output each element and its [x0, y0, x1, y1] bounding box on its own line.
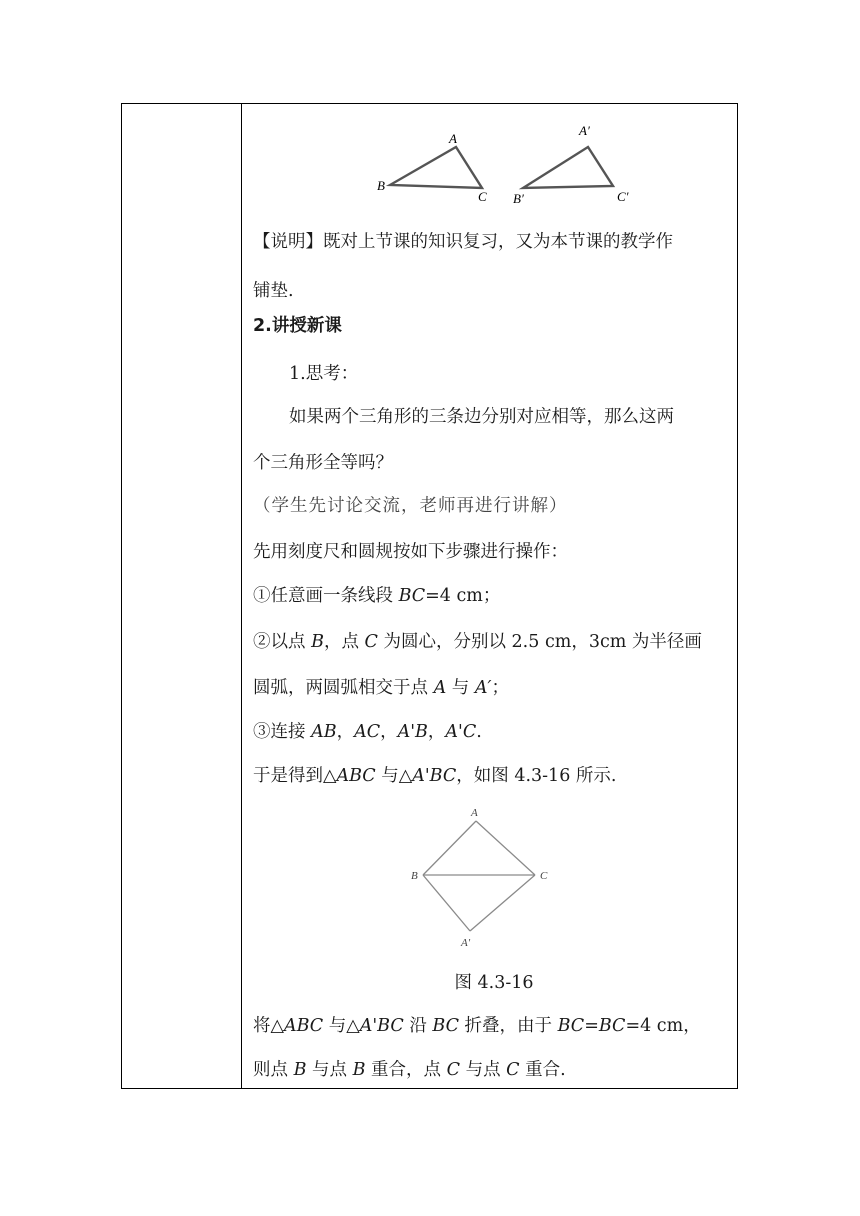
question-line-2: 个三角形全等吗？ [253, 453, 393, 473]
discussion-note: （学生先讨论交流，老师再进行讲解） [253, 496, 568, 516]
question-line-1: 如果两个三角形的三条边分别对应相等，那么这两 [289, 407, 674, 427]
label-c: C [478, 189, 487, 204]
triangle-a2b2c2 [513, 123, 629, 206]
fig2-label-a: A [471, 807, 478, 819]
coincide-line: 则点 B 与点 B 重合，点 C 与点 C 重合. [253, 1060, 566, 1080]
triangle-abc [377, 131, 487, 204]
lesson-table [121, 103, 738, 1089]
think-label: 1.思考： [289, 364, 359, 384]
label-b-prime: B′ [513, 191, 524, 206]
figure-caption: 图 4.3-16 [454, 973, 534, 993]
fig2-label-b: B [411, 870, 418, 882]
section-heading: 2.讲授新课 [253, 316, 342, 336]
label-c-prime: C′ [617, 189, 629, 204]
fig2-label-a-prime: A′ [461, 937, 471, 949]
triangles-figure [251, 116, 737, 226]
explain-line-1: 【说明】既对上节课的知识复习，又为本节课的教学作 [253, 232, 673, 252]
column-divider [241, 103, 242, 1089]
label-a: A [449, 131, 457, 146]
step-1: ①任意画一条线段 BC=4 cm； [253, 586, 501, 606]
fold-figure [251, 804, 737, 954]
label-a-prime: A′ [579, 123, 590, 138]
figure-lines [423, 821, 535, 931]
steps-intro: 先用刻度尺和圆规按如下步骤进行操作： [253, 542, 568, 562]
step-2-line-2: 圆弧，两圆弧相交于点 A 与 A′； [253, 678, 509, 698]
content-cell [251, 104, 737, 1088]
step-3: ③连接 AB，AC，A'B，A'C. [253, 722, 482, 742]
label-b: B [377, 178, 385, 193]
explain-line-2: 铺垫. [253, 281, 294, 301]
fig2-label-c: C [540, 870, 548, 882]
result-line: 于是得到△ABC 与△A'BC，如图 4.3-16 所示. [253, 766, 617, 786]
fold-line: 将△ABC 与△A'BC 沿 BC 折叠，由于 BC=BC=4 cm， [253, 1016, 701, 1036]
step-2-line-1: ②以点 B，点 C 为圆心，分别以 2.5 cm，3cm 为半径画 [253, 632, 702, 652]
